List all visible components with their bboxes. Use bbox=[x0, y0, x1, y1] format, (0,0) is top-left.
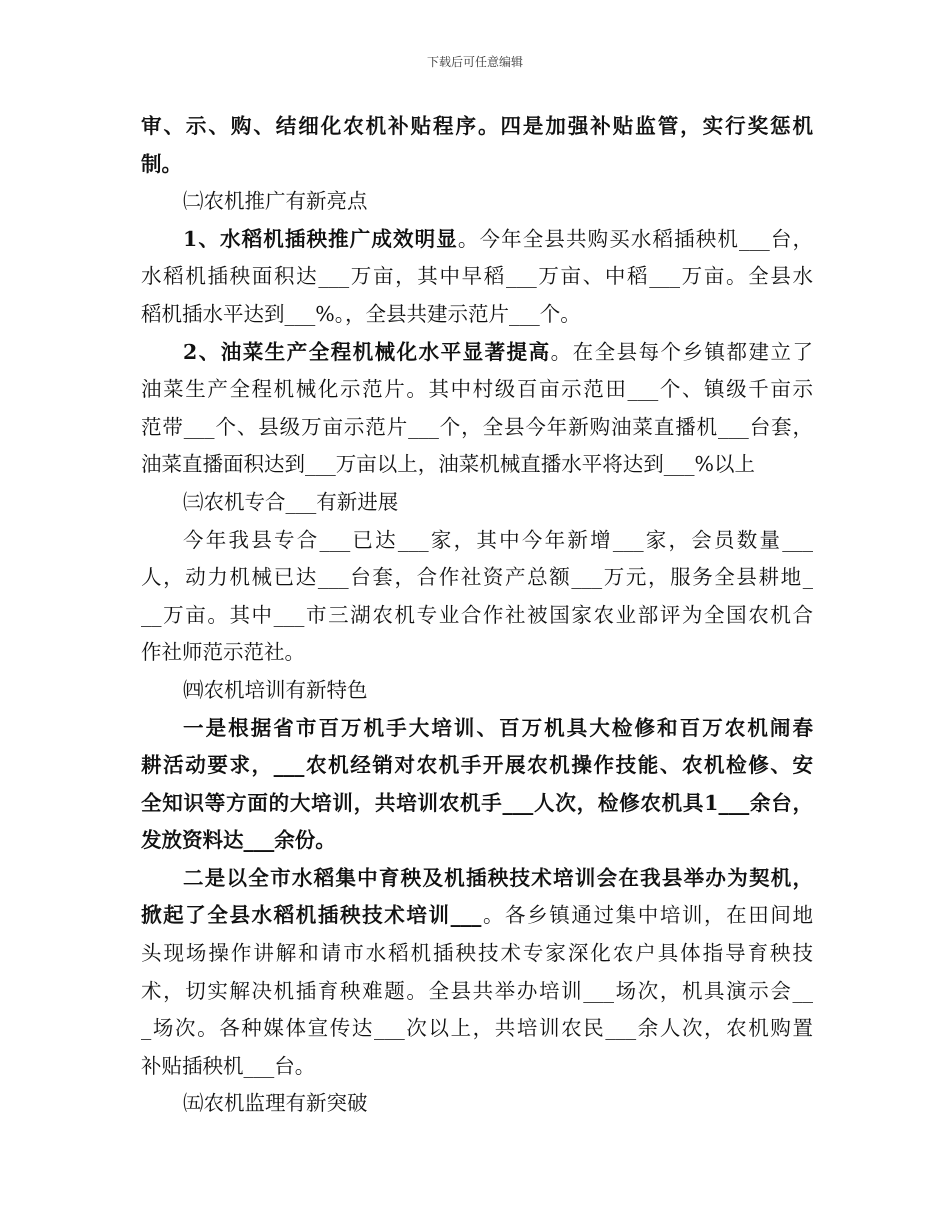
line-text: 全知识等方面的大培训，共培训农机手___人次，检修农机具1___余台， bbox=[141, 790, 813, 815]
line-text: 耕活动要求，___农机经销对农机手开展农机操作技能、农机检修、安 bbox=[141, 753, 813, 778]
text-line bbox=[141, 634, 813, 672]
text-line bbox=[141, 785, 813, 823]
line-text: 油菜生产全程机械化示范片。其中村级百亩示范田___个、镇级千亩示 bbox=[141, 377, 813, 402]
line-text: __万亩。其中___市三湖农机专业合作社被国家农业部评为全国农机合 bbox=[141, 602, 813, 627]
line-text: 审、示、购、结细化农机补贴程序。四是加强补贴监管，实行奖惩机 bbox=[141, 114, 813, 138]
text-line bbox=[141, 559, 813, 597]
line-text: 制。 bbox=[141, 151, 182, 176]
text-line bbox=[141, 1010, 813, 1048]
text-line bbox=[141, 296, 813, 334]
text-line bbox=[141, 183, 813, 221]
text-line bbox=[141, 446, 813, 484]
bold-lead-text: 掀起了全县水稻机插秧技术培训___ bbox=[141, 903, 482, 928]
text-line bbox=[141, 1048, 813, 1086]
text-line bbox=[141, 371, 813, 409]
text-line bbox=[141, 108, 813, 146]
text-line bbox=[141, 1085, 813, 1123]
line-text: 。今年全县共购买水稻插秧机___台， bbox=[457, 226, 813, 251]
text-line bbox=[141, 860, 813, 898]
line-text: 作社师范示范社。 bbox=[141, 640, 305, 665]
line-text: 今年我县专合___已达___家，其中今年新增___家，会员数量___ bbox=[183, 527, 813, 552]
document-body bbox=[141, 108, 813, 1123]
line-text: 术，切实解决机插育秧难题。全县共举办培训___场次，机具演示会__ bbox=[141, 978, 813, 1003]
line-text: 发放资料达___余份。 bbox=[141, 828, 336, 853]
line-text: ㈢农机专合___有新进展 bbox=[183, 489, 399, 514]
line-text: 一是根据省市百万机手大培训、百万机具大检修和百万农机闹春 bbox=[183, 715, 813, 740]
line-text: _场次。各种媒体宣传达___次以上，共培训农民___余人次，农机购置 bbox=[141, 1016, 813, 1041]
text-line bbox=[141, 334, 813, 372]
text-line bbox=[141, 146, 813, 184]
line-text: 范带___个、县级万亩示范片___个，全县今年新购油菜直播机___台套， bbox=[141, 414, 813, 439]
text-line bbox=[141, 597, 813, 635]
text-line bbox=[141, 672, 813, 710]
text-line bbox=[141, 409, 813, 447]
text-line bbox=[141, 484, 813, 522]
line-text: 。在全县每个乡镇都建立了 bbox=[550, 339, 813, 364]
text-line bbox=[141, 710, 813, 748]
line-text: 油菜直播面积达到___万亩以上，油菜机械直播水平将达到___%以上 bbox=[141, 452, 755, 477]
line-text: 头现场操作讲解和请市水稻机插秧技术专家深化农户具体指导育秧技 bbox=[141, 941, 813, 966]
line-text: ㈡农机推广有新亮点 bbox=[183, 189, 368, 214]
line-text: 补贴插秧机___台。 bbox=[141, 1053, 316, 1078]
line-text: 稻机插水平达到___%。，全县共建示范片___个。 bbox=[141, 301, 581, 326]
line-text: 。各乡镇通过集中培训，在田间地 bbox=[481, 903, 813, 928]
text-line bbox=[141, 822, 813, 860]
line-text: 二是以全市水稻集中育秧及机插秧技术培训会在我县举办为契机， bbox=[183, 865, 813, 890]
text-line bbox=[141, 221, 813, 259]
text-line bbox=[141, 897, 813, 935]
page-header: 下载后可任意编辑 bbox=[426, 55, 523, 69]
line-text: 人，动力机械已达___台套，合作社资产总额___万元，服务全县耕地_ bbox=[141, 565, 813, 590]
line-text: ㈣农机培训有新特色 bbox=[183, 677, 368, 702]
text-line bbox=[141, 522, 813, 560]
text-line bbox=[141, 258, 813, 296]
text-line bbox=[141, 973, 813, 1011]
bold-lead-text: 2、油菜生产全程机械化水平显著提高 bbox=[183, 339, 551, 364]
text-line bbox=[141, 747, 813, 785]
line-text: 水稻机插秧面积达___万亩，其中早稻___万亩、中稻___万亩。全县水 bbox=[141, 264, 813, 289]
line-text: ㈤农机监理有新突破 bbox=[183, 1091, 368, 1116]
bold-lead-text: 1、水稻机插秧推广成效明显 bbox=[183, 226, 458, 251]
text-line bbox=[141, 935, 813, 973]
